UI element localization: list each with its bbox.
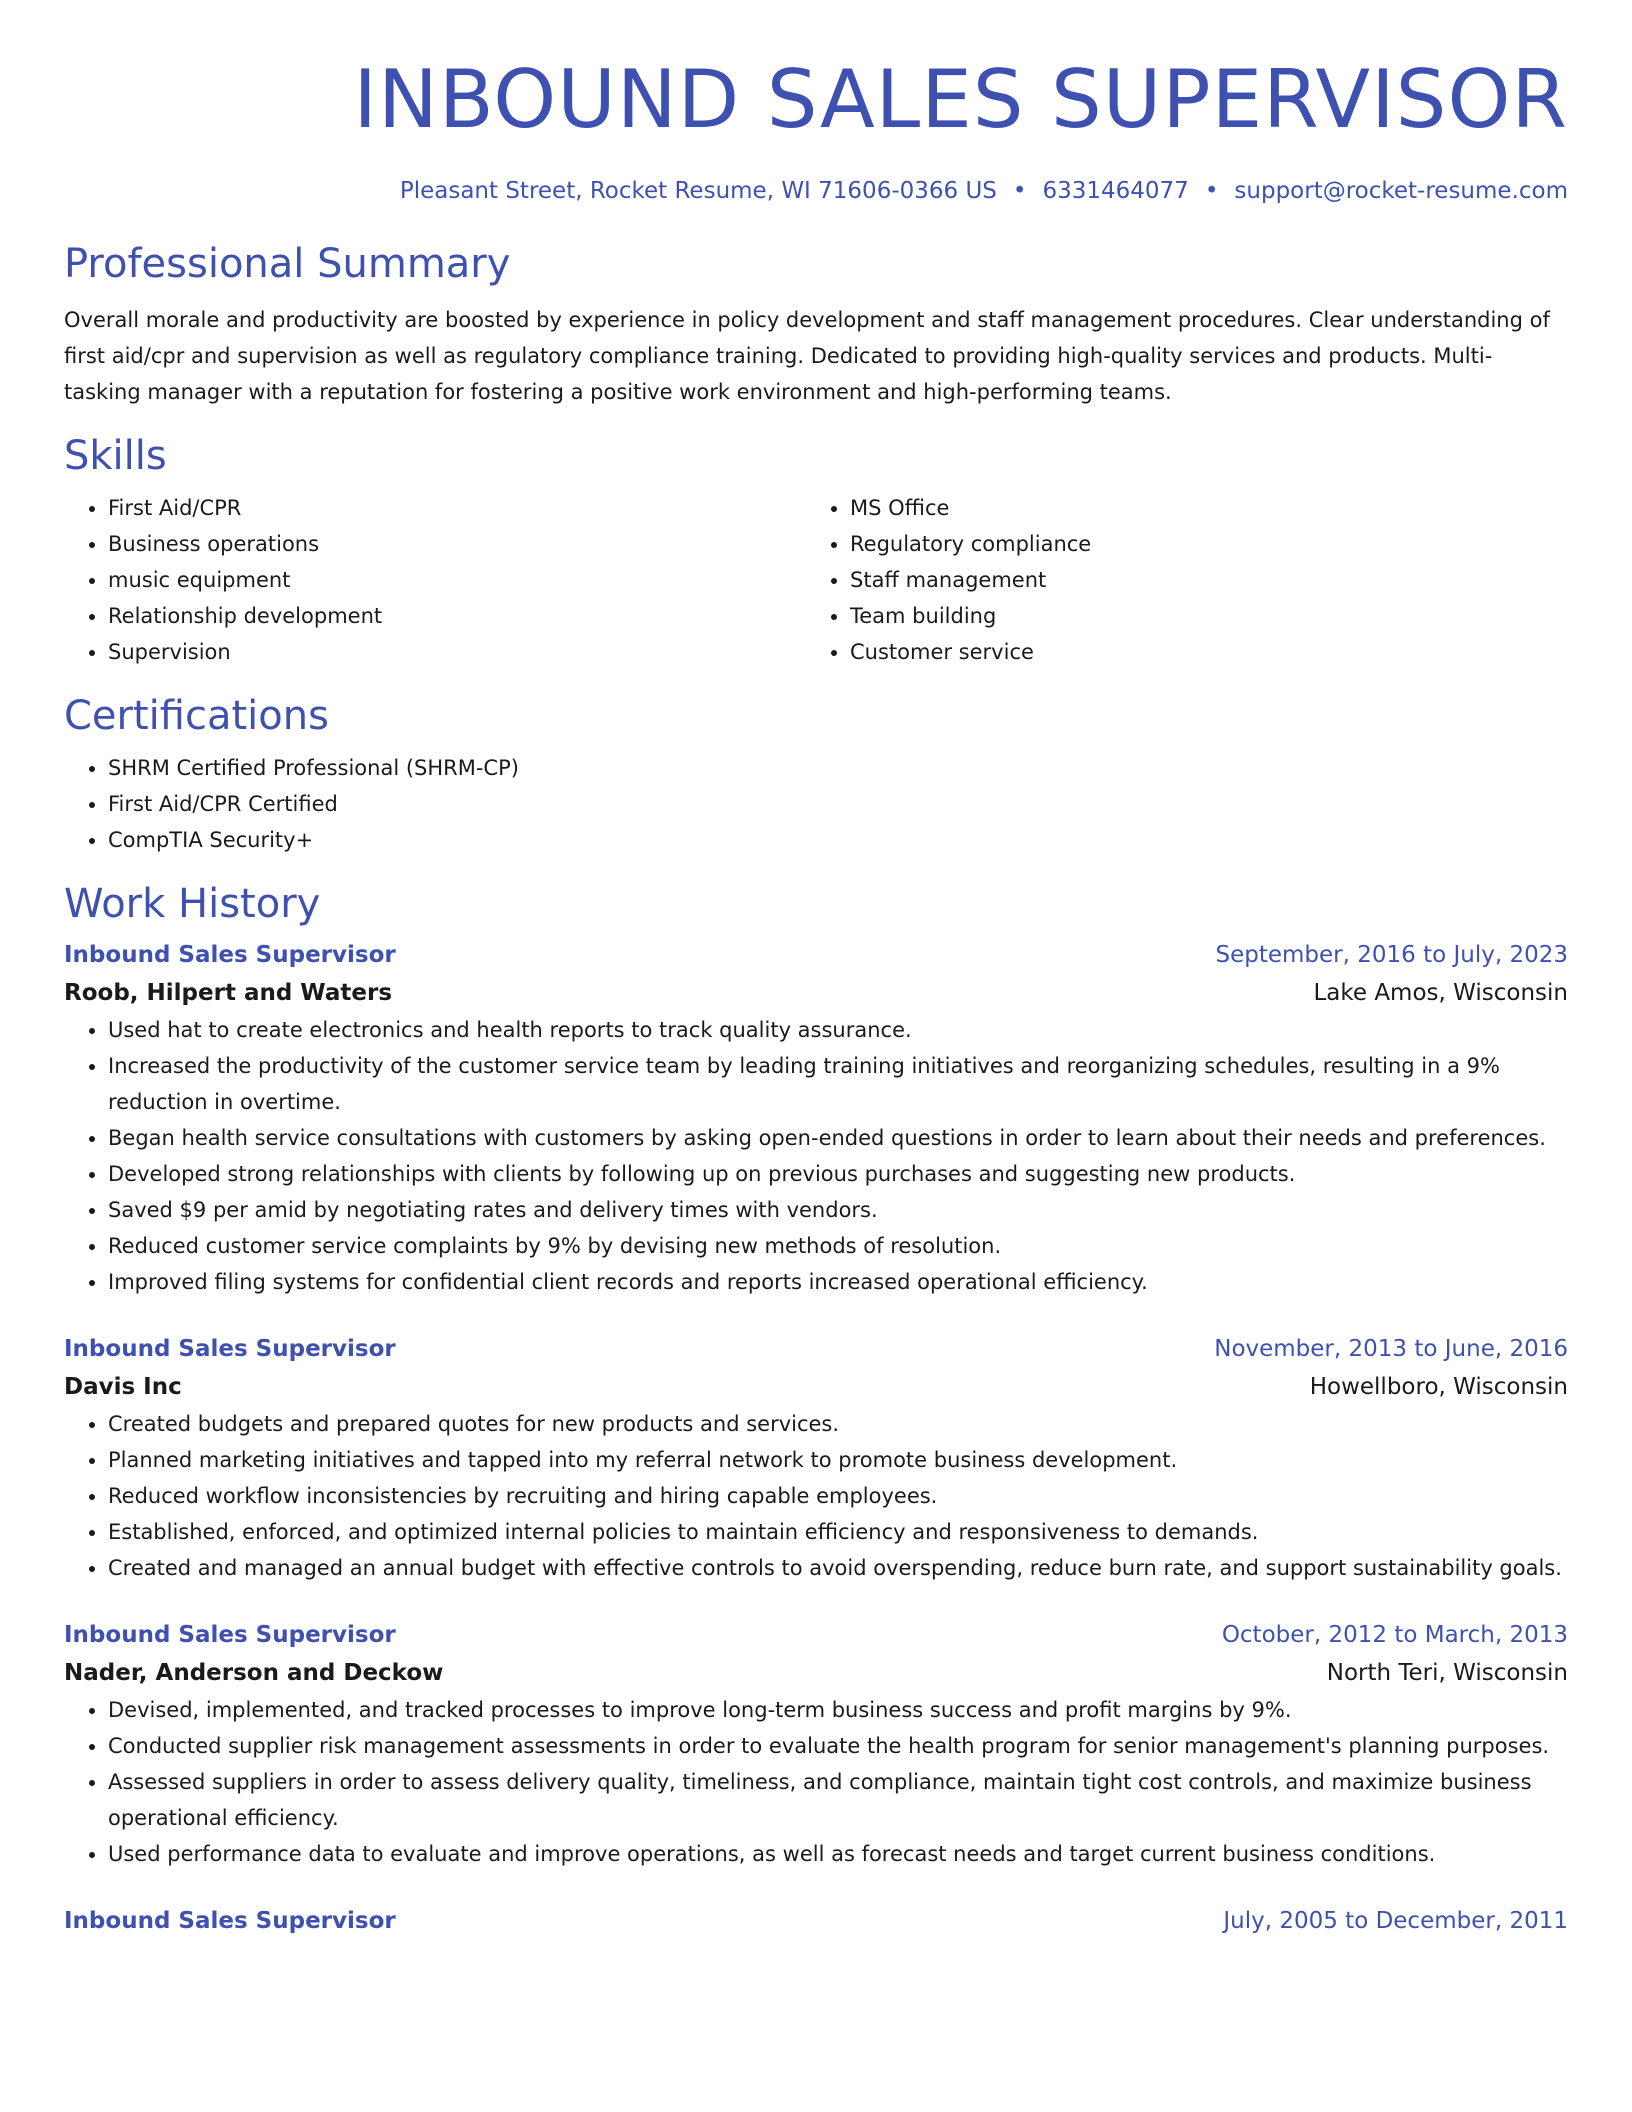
job-bullet: • Created budgets and prepared quotes for new products and services. xyxy=(108,1406,1568,1442)
job-dates: September, 2016 to July, 2023 xyxy=(1215,942,1568,968)
skill-item: • Customer service xyxy=(850,634,1548,670)
skill-item: • Team building xyxy=(850,598,1548,634)
skill-item: • Staff management xyxy=(850,562,1548,598)
job-bullet: • Increased the productivity of the customer service team by leading training initiatives and reorganizing schedules, resulting in a 9% reduction in overtime. xyxy=(108,1048,1568,1120)
job-bullet: • Reduced workflow inconsistencies by recruiting and hiring capable employees. xyxy=(108,1478,1568,1514)
summary-text: Overall morale and productivity are boosted by experience in policy development and staff management procedures. Clear understanding of first aid/cpr and supervision as well as regulatory compliance training. Dedicated to providing high-quality services and products. Multi-tasking manager with a reputation for fostering a positive work environment and high-performing teams. xyxy=(64,308,1550,404)
skill-item: • Business operations xyxy=(108,526,806,562)
job-bullet: • Reduced customer service complaints by 9% by devising new methods of resolution. xyxy=(108,1228,1568,1264)
job-entry xyxy=(64,936,1568,1300)
skills-list-left xyxy=(64,490,806,670)
job-header-row xyxy=(64,1330,1568,1368)
job-dates: October, 2012 to March, 2013 xyxy=(1221,1622,1568,1648)
job-bullet: • Assessed suppliers in order to assess delivery quality, timeliness, and compliance, maintain tight cost controls, and maximize business operational efficiency. xyxy=(108,1764,1568,1836)
job-entry xyxy=(64,1330,1568,1586)
job-location: Lake Amos, Wisconsin xyxy=(1313,980,1568,1006)
contact-line xyxy=(64,176,1568,206)
skills-column-left xyxy=(64,490,806,670)
section-title-certifications: Certifications xyxy=(64,693,329,739)
resume-page xyxy=(64,0,1568,1970)
certifications-list xyxy=(64,750,1568,858)
job-bullet: • Used performance data to evaluate and improve operations, as well as forecast needs and target current business conditions. xyxy=(108,1836,1568,1872)
job-company-row xyxy=(64,1368,1568,1406)
job-company: Nader, Anderson and Deckow xyxy=(64,1660,444,1686)
job-dates: July, 2005 to December, 2011 xyxy=(1223,1908,1568,1934)
job-bullet: • Established, enforced, and optimized internal policies to maintain efficiency and responsiveness to demands. xyxy=(108,1514,1568,1550)
skills-grid xyxy=(64,490,1568,670)
job-title: Inbound Sales Supervisor xyxy=(64,1622,396,1648)
job-location: Howellboro, Wisconsin xyxy=(1309,1374,1568,1400)
certification-item: • CompTIA Security+ xyxy=(108,822,1568,858)
section-title-summary: Professional Summary xyxy=(64,241,511,287)
section-title-work-history: Work History xyxy=(64,881,321,927)
job-company-row xyxy=(64,974,1568,1012)
job-bullet: • Began health service consultations with customers by asking open-ended questions in order to learn about their needs and preferences. xyxy=(108,1120,1568,1156)
skill-item: • Relationship development xyxy=(108,598,806,634)
job-bullets xyxy=(64,1406,1568,1586)
job-company: Davis Inc xyxy=(64,1374,182,1400)
job-bullet: • Used hat to create electronics and health reports to track quality assurance. xyxy=(108,1012,1568,1048)
job-header-row xyxy=(64,936,1568,974)
contact-email: support@rocket-resume.com xyxy=(1234,178,1568,204)
job-header-row xyxy=(64,1616,1568,1654)
job-bullets xyxy=(64,1692,1568,1872)
job-bullet: • Created and managed an annual budget with effective controls to avoid overspending, reduce burn rate, and support sustainability goals. xyxy=(108,1550,1568,1586)
job-bullet: • Improved filing systems for confidential client records and reports increased operational efficiency. xyxy=(108,1264,1568,1300)
contact-phone: 6331464077 xyxy=(1042,178,1189,204)
job-company-row xyxy=(64,1654,1568,1692)
job-dates: November, 2013 to June, 2016 xyxy=(1214,1336,1568,1362)
job-company: Roob, Hilpert and Waters xyxy=(64,980,393,1006)
job-entry xyxy=(64,1902,1568,1940)
job-bullet: • Saved $9 per amid by negotiating rates and delivery times with vendors. xyxy=(108,1192,1568,1228)
job-bullet: • Devised, implemented, and tracked processes to improve long-term business success and profit margins by 9%. xyxy=(108,1692,1568,1728)
job-bullet: • Planned marketing initiatives and tapped into my referral network to promote business development. xyxy=(108,1442,1568,1478)
contact-separator: • xyxy=(1012,178,1027,204)
contact-separator: • xyxy=(1204,178,1219,204)
resume-name-title: INBOUND SALES SUPERVISOR xyxy=(353,53,1568,146)
skills-column-right xyxy=(806,490,1548,670)
skill-item: • Supervision xyxy=(108,634,806,670)
certification-item: • First Aid/CPR Certified xyxy=(108,786,1568,822)
skill-item: • First Aid/CPR xyxy=(108,490,806,526)
skill-item: • MS Office xyxy=(850,490,1548,526)
section-title-skills: Skills xyxy=(64,433,167,479)
job-entry xyxy=(64,1616,1568,1872)
job-title: Inbound Sales Supervisor xyxy=(64,942,396,968)
certification-item: • SHRM Certified Professional (SHRM-CP) xyxy=(108,750,1568,786)
contact-address: Pleasant Street, Rocket Resume, WI 71606-0366 US xyxy=(399,178,997,204)
skill-item: • music equipment xyxy=(108,562,806,598)
job-bullet: • Conducted supplier risk management assessments in order to evaluate the health program for senior management's planning purposes. xyxy=(108,1728,1568,1764)
job-bullets xyxy=(64,1012,1568,1300)
job-bullet: • Developed strong relationships with clients by following up on previous purchases and suggesting new products. xyxy=(108,1156,1568,1192)
job-title: Inbound Sales Supervisor xyxy=(64,1908,396,1934)
job-header-row xyxy=(64,1902,1568,1940)
skill-item: • Regulatory compliance xyxy=(850,526,1548,562)
job-title: Inbound Sales Supervisor xyxy=(64,1336,396,1362)
skills-list-right xyxy=(806,490,1548,670)
job-location: North Teri, Wisconsin xyxy=(1326,1660,1568,1686)
